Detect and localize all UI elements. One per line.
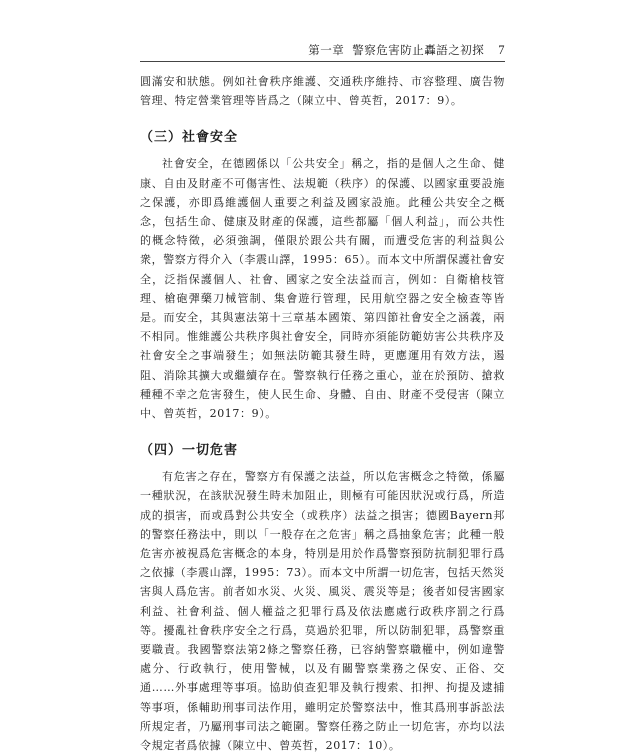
spacer — [140, 110, 505, 128]
section-paragraph-all-hazards: 有危害之存在，警察方有保護之法益，所以危害概念之特徵，係屬一種狀況，在該狀況發生時未加阻止，則極有可能因狀況或行爲，所造成的損害，而或爲對公共安全（或秩序）法益之損害；德國Bayern邦的警察任務法中，則以「一般存在之危害」稱之爲抽象危害；此種一般危害亦被視爲危害概念的本身，特別是用於作爲警察預防抗制犯罪行爲之依據（李震山譯，1995：73）。而本文中所謂一切危害，包括天然災害與人爲危害。前者如水災、火災、風災、震災等是；後者如侵害國家利益、社會利益、個人權益之犯罪行爲及依法應處行政秩序罰之行爲等。擾亂社會秩序安全之行爲，莫過於犯罪，所以防制犯罪，爲警察重要職責。我國警察法第2條之警察任務，已容納警察職權中，例如違警處分、行政執行，使用警械，以及有關警察業務之保安、正俗、交通……外事處理等事項。協助偵查犯罪及執行搜索、扣押、拘提及逮捕等事項，係輔助刑事司法作用，雖明定於警察法中，惟其爲刑事訴訟法所規定者，乃屬刑事司法之範圍。警察任務之防止一切危害，亦均以法令規定者爲依據（陳立中、曾英哲，2017：10）。 — [140, 470, 505, 753]
section-heading-social-security: （三）社會安全 — [140, 130, 239, 146]
page-body — [140, 72, 505, 755]
intro-paragraph: 圓滿安和狀態。例如社會秩序維護、交通秩序維持、市容整理、廣告物管理、特定營業管理等皆爲之（陳立中、曾英哲，2017：9）。 — [140, 75, 505, 108]
running-header — [140, 36, 505, 62]
page-number: 7 — [498, 43, 505, 57]
chapter-title: 警察危害防止轟語之初探 — [352, 43, 485, 57]
spacer — [140, 423, 505, 441]
section-heading-all-hazards: （四）一切危害 — [140, 443, 239, 459]
section-paragraph-social-security: 社會安全，在德國係以「公共安全」稱之，指的是個人之生命、健康、自由及財產不可傷害性、法規範（秩序）的保護、以國家重要設施之保護，亦即爲維護個人重要之利益及國家設施。此種公共安全之概念，包括生命、健康及財產的保護，這些都屬「個人利益」，而公共性的概念特徵，必須強調，僅限於跟公共有關，而遭受危害的利益與公衆，警察方得介入（李震山譯，1995：65）。而本文中所謂保護社會安全，泛指保護個人、社會、國家之安全法益而言，例如：自衛槍枝管理、槍砲彈藥刀械管制、集會遊行管理，民用航空器之安全檢查等皆是。而安全，其與憲法第十三章基本國策、第四節社會安全之涵義，兩不相同。惟維護公共秩序與社會安全，同時亦須能防範妨害公共秩序及社會安全之事端發生；如無法防範其發生時，更應運用有效方法，遏阻、消除其擴大或繼續存在。警察執行任務之重心，並在於預防、搶救種種不幸之危害發生，使人民生命、身體、自由、財產不受侵害（陳立中、曾英哲，2017：9）。 — [140, 157, 505, 421]
chapter-label: 第一章 — [308, 43, 345, 57]
